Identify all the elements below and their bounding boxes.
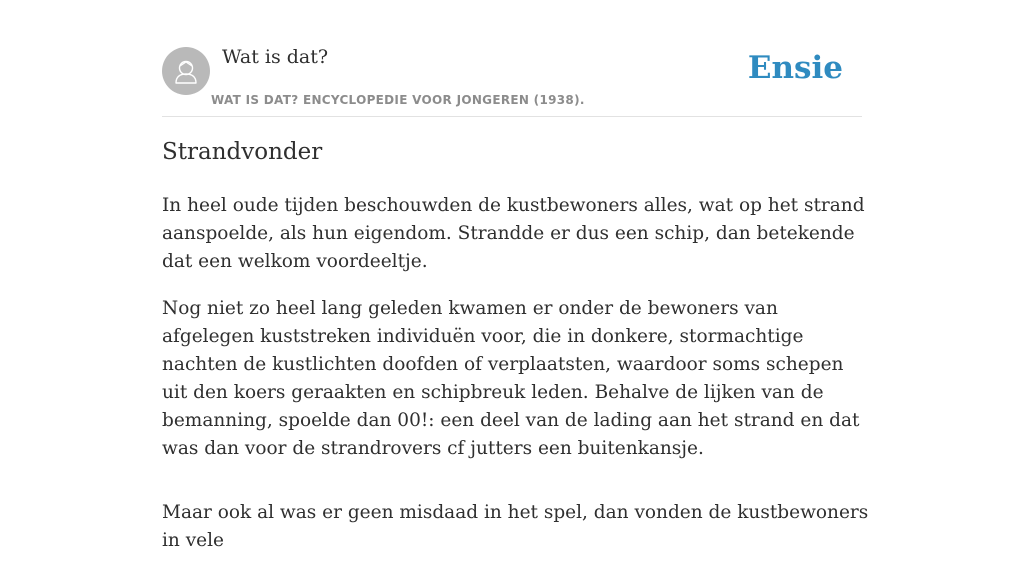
- article-body: [162, 192, 872, 574]
- article-paragraph: Nog niet zo heel lang geleden kwamen er onder de bewoners van afgelegen kuststreken individuën voor, die in donkere, stormachtige nachten de kustlichten doofden of verplaatsten, waardoor soms schepen uit den koers geraakten en schipbreuk leden. Behalve de lijken van de bemanning, spoelde dan 00!: een deel van de lading aan het strand en dat was dan voor de strandrovers cf jutters een buitenkansje.: [162, 298, 860, 459]
- source-header: [162, 0, 862, 117]
- page-container: [162, 0, 869, 551]
- article-paragraph: In heel oude tijden beschouwden de kustbewoners alles, wat op het strand aanspoelde, als hun eigendom. Strandde er dus een schip, dan betekende dat een welkom voordeeltje.: [162, 195, 865, 272]
- article-paragraph: Maar ook al was er geen misdaad in het spel, dan vonden de kustbewoners in vele: [162, 502, 869, 551]
- user-icon: [162, 47, 210, 95]
- source-avatar[interactable]: [162, 47, 210, 95]
- source-title[interactable]: Wat is dat?: [222, 46, 329, 68]
- article-title: Strandvonder: [162, 139, 323, 165]
- brand-logo[interactable]: Ensie: [747, 50, 843, 86]
- source-subtitle[interactable]: WAT IS DAT? ENCYCLOPEDIE VOOR JONGEREN (1938).: [211, 93, 585, 107]
